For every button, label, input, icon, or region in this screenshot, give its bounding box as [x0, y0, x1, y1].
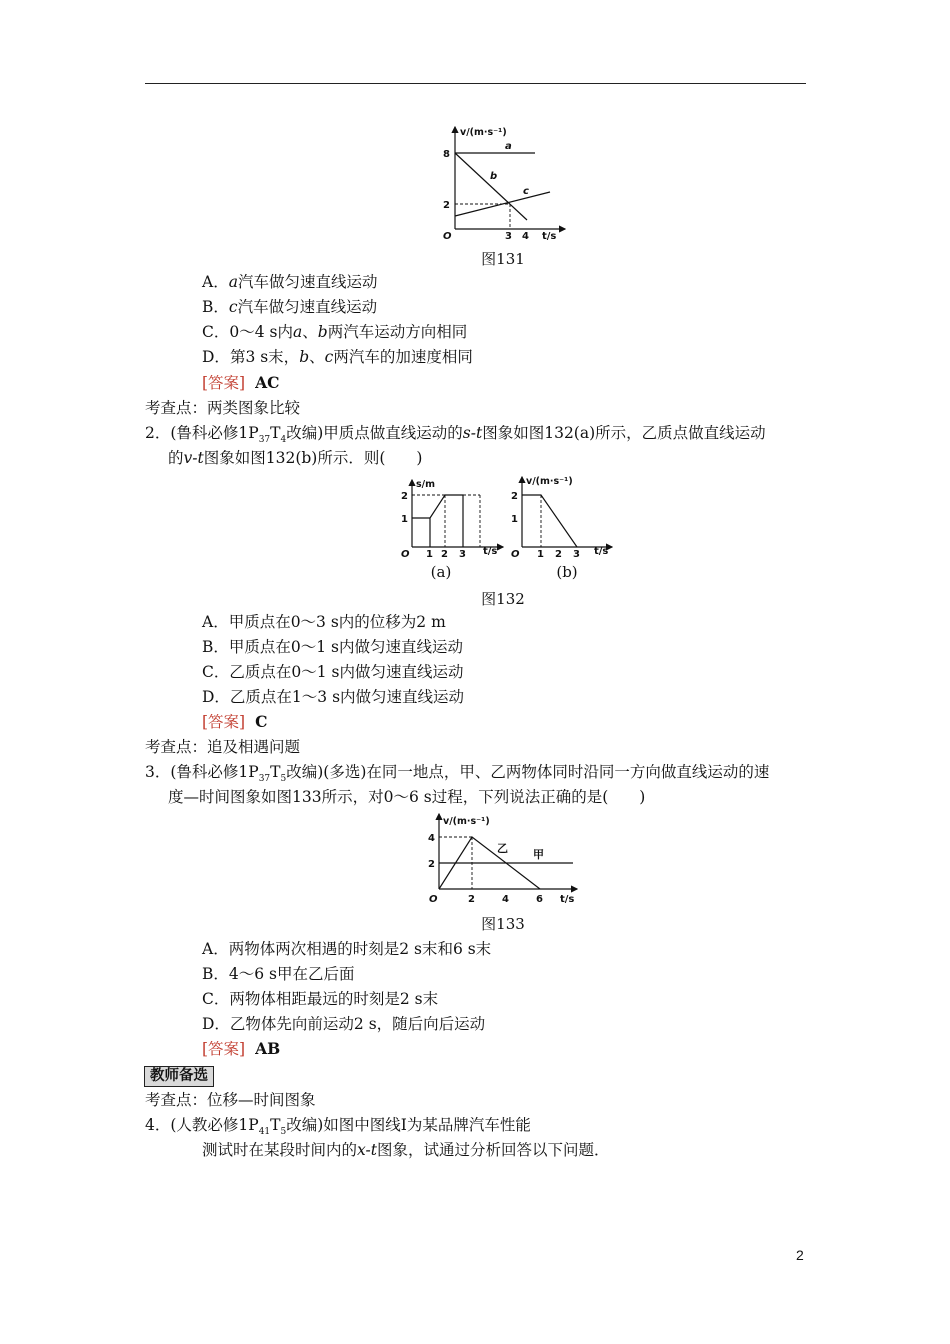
x-tick-4: 4 — [522, 231, 529, 242]
x-tick-3: 3 — [459, 549, 466, 560]
answer-tag: [答案] — [202, 1040, 246, 1058]
y-tick-1: 1 — [511, 514, 518, 525]
teacher-badge: 教师备选 — [144, 1066, 214, 1087]
caption-132a: (a) — [430, 563, 452, 581]
y-tick-2: 2 — [443, 200, 450, 211]
q4-stem-line1: 4．(人教必修$1P_{41}T_5$改编)如图中图线Ⅰ为某品牌汽车性能 — [145, 1116, 531, 1138]
caption-132: 图132 — [481, 590, 525, 608]
page-number: 2 — [796, 1247, 804, 1263]
y-tick-2: 2 — [428, 859, 435, 870]
q1-option-a: A．a汽车做匀速直线运动 — [202, 273, 378, 291]
topic-2: 考查点：两类图象比较 — [145, 399, 301, 417]
q1-answer — [202, 373, 279, 393]
q3-option-d: D．乙物体先向前运动2 s，随后向后运动 — [202, 1015, 486, 1033]
x-tick-1: 1 — [537, 549, 544, 560]
q3-option-c: C．两物体相距最远的时刻是2 s末 — [202, 990, 439, 1008]
y-tick-2: 2 — [511, 491, 518, 502]
q4-stem-line2: 测试时在某段时间内的x-t图象，试通过分析回答以下问题． — [202, 1141, 610, 1159]
caption-133: 图133 — [481, 915, 525, 933]
x-tick-2: 2 — [555, 549, 562, 560]
v-t-line — [522, 495, 577, 547]
x-tick-2: 2 — [441, 549, 448, 560]
x-tick-4: 4 — [502, 894, 509, 905]
y-tick-1: 1 — [401, 514, 408, 525]
q3-option-b: B．4～6 s甲在乙后面 — [202, 965, 355, 983]
label-c: c — [523, 186, 529, 197]
q1-option-b: B．c汽车做匀速直线运动 — [202, 298, 378, 316]
y-tick-2: 2 — [401, 491, 408, 502]
y-tick-8: 8 — [443, 149, 450, 160]
q3-answer — [202, 1039, 280, 1059]
label-yi: 乙 — [497, 842, 508, 855]
q2-option-d: D．乙质点在1～3 s内做匀速直线运动 — [202, 688, 465, 706]
figure-131 — [425, 122, 575, 242]
topic-3: 考查点：追及相遇问题 — [145, 738, 301, 756]
label-a: a — [505, 141, 512, 152]
x-tick-1: 1 — [426, 549, 433, 560]
q2-option-b: B．甲质点在0～1 s内做匀速直线运动 — [202, 638, 463, 656]
q3-stem-line2: 度—时间图象如图133所示，对0～6 s过程，下列说法正确的是( ) — [168, 788, 646, 806]
answer-value: C — [255, 712, 268, 731]
s-t-line — [412, 495, 463, 547]
q3-stem-line1: 3．(鲁科必修$1P_{37}T_5$改编)(多选)在同一地点，甲、乙两物体同时沿同一方向做直线运动的速 — [145, 763, 770, 785]
q2-option-c: C．乙质点在0～1 s内做匀速直线运动 — [202, 663, 464, 681]
y-axis-label: s/m — [416, 479, 436, 490]
x-tick-3: 3 — [573, 549, 580, 560]
answer-tag: [答案] — [202, 713, 246, 731]
y-axis-label: v/(m·s⁻¹) — [526, 476, 573, 487]
label-jia: 甲 — [533, 848, 544, 861]
q1-option-d: D．第3 s末，b、c两汽车的加速度相同 — [202, 348, 473, 366]
y-tick-4: 4 — [428, 833, 435, 844]
topic-4: 考查点：位移—时间图象 — [145, 1091, 316, 1109]
caption-132b: (b) — [556, 563, 578, 581]
label-b: b — [490, 171, 498, 182]
x-tick-3: 3 — [505, 231, 512, 242]
x-tick-6: 6 — [536, 894, 543, 905]
x-axis-label: t/s — [560, 894, 575, 905]
x-axis-label: t/s — [483, 546, 498, 557]
x-tick-2: 2 — [468, 894, 475, 905]
x-axis-label: t/s — [542, 231, 557, 242]
line-b — [455, 153, 527, 220]
origin-label: O — [429, 894, 438, 905]
figure-132b — [506, 474, 616, 559]
header-rule — [145, 83, 806, 84]
answer-value: AC — [255, 373, 280, 392]
figure-133 — [425, 810, 585, 910]
figure-132a — [395, 477, 505, 559]
q3-option-a: A．两物体两次相遇的时刻是2 s末和6 s末 — [202, 940, 492, 958]
caption-131: 图131 — [481, 250, 525, 268]
y-axis-label: v/(m·s⁻¹) — [443, 816, 490, 827]
answer-value: AB — [255, 1039, 281, 1058]
origin-label: O — [443, 231, 452, 242]
q2-stem-line2: 的v-t图象如图132(b)所示．则( ) — [168, 449, 423, 467]
origin-label: O — [401, 549, 410, 560]
q2-stem-line1: 2．(鲁科必修$1P_{37}T_4$改编)甲质点做直线运动的s-t图象如图132(a)所示，乙质点做直线运动 — [145, 424, 766, 446]
x-axis-label: t/s — [594, 546, 609, 557]
q2-option-a: A．甲质点在0～3 s内的位移为2 m — [202, 613, 446, 631]
q2-answer — [202, 712, 267, 732]
y-axis-label: v/(m·s⁻¹) — [460, 127, 507, 138]
origin-label: O — [511, 549, 520, 560]
answer-tag: [答案] — [202, 374, 246, 392]
q1-option-c: C．0～4 s内a、b两汽车运动方向相同 — [202, 323, 468, 341]
